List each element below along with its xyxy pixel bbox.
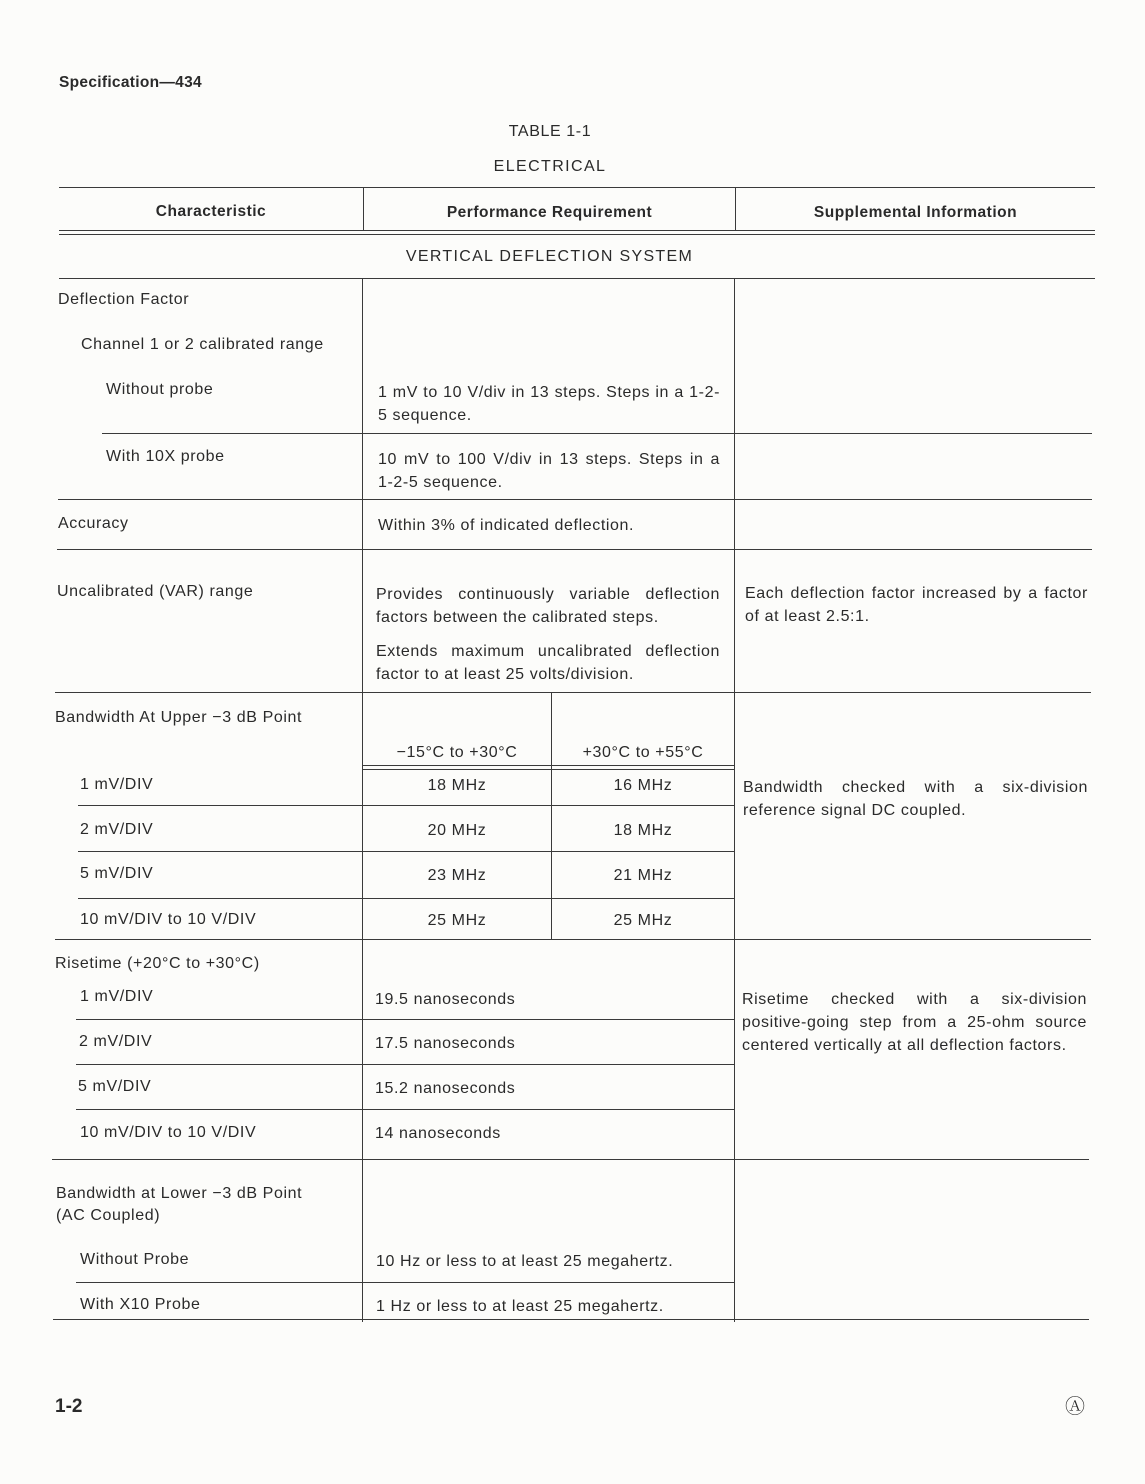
rule	[59, 234, 1095, 235]
uncalibrated-supplemental: Each deflection factor increased by a factor of at least 2.5:1.	[745, 585, 1088, 625]
divider	[362, 279, 363, 1322]
rule	[76, 1109, 735, 1110]
col-header-characteristic: Characteristic	[155, 203, 267, 220]
without-probe-requirement: 1 mV to 10 V/div in 13 steps. Steps in a 1-2-5 sequence.	[378, 384, 720, 424]
col-header-supplemental: Supplemental Information	[813, 204, 1018, 221]
rule	[76, 1064, 735, 1065]
rule	[76, 1019, 735, 1020]
rule	[55, 692, 1091, 693]
bw-lower-with-probe-requirement: 1 Hz or less to at least 25 megahertz.	[376, 1298, 664, 1315]
rule	[78, 805, 735, 806]
risetime-row-setting: 2 mV/DIV	[79, 1033, 153, 1050]
section-title: VERTICAL DEFLECTION SYSTEM	[405, 248, 694, 265]
bw-row-value-high: 25 MHz	[613, 912, 673, 929]
bw-row-setting: 10 mV/DIV to 10 V/DIV	[80, 911, 257, 928]
rule	[58, 499, 1092, 500]
rule	[362, 769, 734, 770]
temp-range-low: −15°C to +30°C	[396, 744, 518, 761]
page-number: 1-2	[55, 1396, 83, 1417]
accuracy-requirement: Within 3% of indicated deflection.	[378, 517, 635, 534]
bw-lower-with-probe-label: With X10 Probe	[80, 1296, 201, 1313]
calibrated-range-label: Channel 1 or 2 calibrated range	[81, 336, 324, 353]
bw-lower-without-probe-label: Without Probe	[80, 1251, 190, 1268]
running-title: Specification—434	[59, 74, 202, 91]
bw-row-value-high: 16 MHz	[613, 777, 673, 794]
rule	[362, 765, 734, 766]
risetime-row-setting: 1 mV/DIV	[80, 988, 154, 1005]
risetime-row-value: 17.5 nanoseconds	[375, 1035, 516, 1052]
bw-row-setting: 5 mV/DIV	[80, 865, 154, 882]
risetime-supplemental: Risetime checked with a six-division positive-going step from a 25-ohm source centered vertically at all deflection factors.	[742, 991, 1087, 1054]
rule	[102, 433, 1092, 434]
uncalibrated-requirement-1: Provides continuously variable deflection factors between the calibrated steps.	[376, 586, 720, 626]
bw-lower-without-probe-requirement: 10 Hz or less to at least 25 megahertz.	[376, 1253, 674, 1270]
bw-row-value-low: 20 MHz	[427, 822, 487, 839]
revision-mark: Ⓐ	[1065, 1396, 1085, 1418]
rule	[57, 549, 1092, 550]
col-header-performance: Performance Requirement	[446, 204, 653, 221]
bw-row-value-low: 23 MHz	[427, 867, 487, 884]
bw-row-setting: 2 mV/DIV	[80, 821, 154, 838]
deflection-factor-label: Deflection Factor	[58, 291, 190, 308]
uncalibrated-requirement-2: Extends maximum uncalibrated deflection factor to at least 25 volts/division.	[376, 643, 720, 683]
bw-lower-sublabel: (AC Coupled)	[56, 1207, 161, 1224]
temp-range-high: +30°C to +55°C	[582, 744, 704, 761]
bw-row-value-low: 25 MHz	[427, 912, 487, 929]
without-probe-label: Without probe	[106, 381, 214, 398]
bw-row-value-high: 21 MHz	[613, 867, 673, 884]
divider	[734, 279, 735, 1322]
rule	[59, 278, 1095, 279]
risetime-row-value: 14 nanoseconds	[375, 1125, 501, 1142]
rule	[78, 851, 735, 852]
bw-row-setting: 1 mV/DIV	[80, 776, 154, 793]
bw-upper-supplemental: Bandwidth checked with a six-division reference signal DC coupled.	[743, 779, 1088, 819]
with-probe-label: With 10X probe	[106, 448, 225, 465]
divider	[551, 693, 552, 940]
bw-row-value-high: 18 MHz	[613, 822, 673, 839]
rule	[55, 939, 1091, 940]
rule	[78, 898, 735, 899]
uncalibrated-label: Uncalibrated (VAR) range	[57, 583, 254, 600]
accuracy-label: Accuracy	[58, 515, 129, 532]
risetime-label: Risetime (+20°C to +30°C)	[55, 955, 260, 972]
rule	[53, 1319, 1089, 1320]
bw-lower-label: Bandwidth at Lower −3 dB Point	[56, 1185, 303, 1202]
rule	[59, 187, 1095, 188]
bw-row-value-low: 18 MHz	[427, 777, 487, 794]
rule	[76, 1282, 734, 1283]
bw-upper-label: Bandwidth At Upper −3 dB Point	[55, 709, 303, 726]
risetime-row-value: 15.2 nanoseconds	[375, 1080, 516, 1097]
rule	[52, 1159, 1089, 1160]
risetime-row-setting: 10 mV/DIV to 10 V/DIV	[80, 1124, 257, 1141]
risetime-row-setting: 5 mV/DIV	[78, 1078, 152, 1095]
risetime-row-value: 19.5 nanoseconds	[375, 991, 516, 1008]
table-number: TABLE 1-1	[508, 123, 592, 140]
table-subtitle: ELECTRICAL	[493, 158, 607, 175]
with-probe-requirement: 10 mV to 100 V/div in 13 steps. Steps in a 1-2-5 sequence.	[378, 451, 720, 491]
rule	[59, 230, 1095, 231]
